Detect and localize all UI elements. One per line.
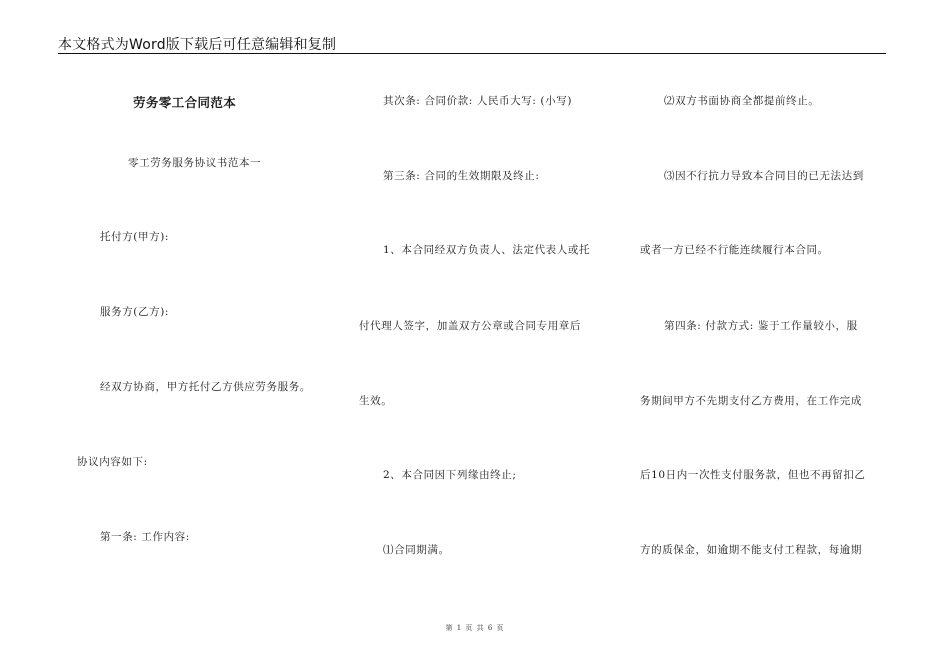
clause-2: 其次条: 合同价款: 人民币大写: (小写) bbox=[383, 95, 573, 107]
clause-3-item-1-line-1: 1、本合同经双方负责人、法定代表人或托 bbox=[383, 244, 591, 256]
clause-3-item-2-sub-3-line-2: 或者一方已经不行能连续履行本合同。 bbox=[640, 244, 829, 256]
clause-3-item-1-line-3: 生效。 bbox=[359, 395, 393, 407]
clause-4-line-1: 第四条: 付款方式: 鉴于工作量较小，服 bbox=[664, 320, 858, 332]
party-b-label: 服务方(乙方): bbox=[100, 306, 170, 318]
clause-1: 第一条: 工作内容: bbox=[100, 531, 190, 543]
document-title: 劳务零工合同范本 bbox=[133, 95, 237, 110]
clause-3: 第三条: 合同的生效期限及终止: bbox=[383, 170, 540, 182]
clause-3-item-2-sub-2: ⑵双方书面协商全都提前终止。 bbox=[664, 95, 820, 107]
clause-3-item-1-line-2: 付代理人签字，加盖双方公章或合同专用章后 bbox=[359, 320, 581, 332]
subtitle: 零工劳务服务协议书范本一 bbox=[128, 157, 262, 169]
clause-4-line-4: 方的质保金，如逾期不能支付工程款，每逾期 bbox=[640, 544, 862, 556]
agreement-heading: 协议内容如下: bbox=[77, 456, 148, 468]
clause-3-item-2: 2、本合同因下列缘由终止; bbox=[383, 469, 517, 481]
document-header: 本文格式为Word版下载后可任意编辑和复制 bbox=[58, 37, 337, 53]
page-number-footer: 第 1 页 共 6 页 bbox=[445, 624, 505, 632]
header-divider bbox=[58, 53, 886, 54]
party-a-label: 托付方(甲方): bbox=[100, 231, 170, 243]
clause-4-line-3: 后10日内一次性支付服务款，但也不再留扣乙 bbox=[640, 469, 866, 481]
clause-3-item-2-sub-3-line-1: ⑶因不行抗力导致本合同目的已无法达到 bbox=[664, 170, 864, 182]
clause-4-line-2: 务期间甲方不先期支付乙方费用，在工作完成 bbox=[640, 395, 862, 407]
intro-paragraph: 经双方协商，甲方托付乙方供应劳务服务。 bbox=[100, 381, 311, 393]
clause-3-item-2-sub-1: ⑴合同期满。 bbox=[383, 544, 450, 556]
